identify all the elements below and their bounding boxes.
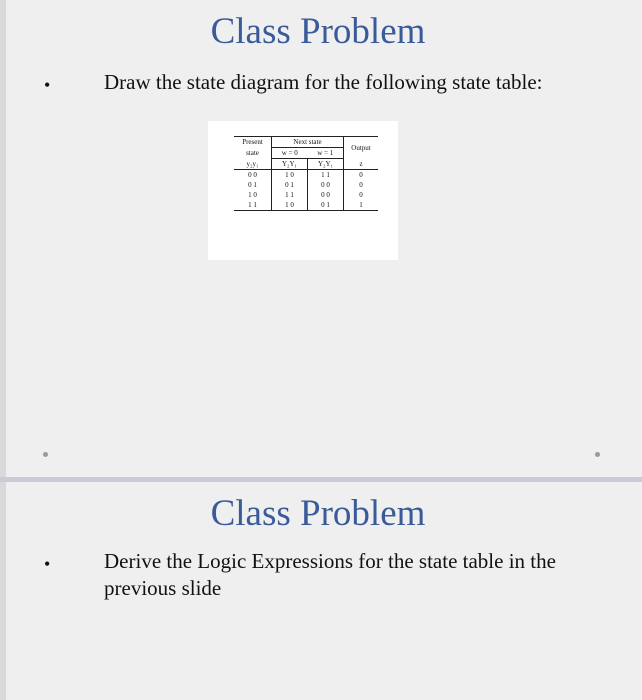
- next-w1-cell: 1 1: [321, 171, 330, 179]
- nav-dot-right: [595, 452, 600, 457]
- slide-2: [0, 482, 642, 700]
- present-state-vars: y₂y₁: [234, 159, 272, 170]
- output-cell: 0: [344, 180, 379, 190]
- slide-body-text-line-1: Derive the Logic Expressions for the state table in the: [104, 549, 556, 573]
- next-w1-cell: 0 0: [321, 191, 330, 199]
- table-row: [234, 190, 378, 200]
- bullet-marker: •: [44, 554, 51, 574]
- output-cell: 1: [344, 200, 379, 211]
- next-state-header: Next state: [272, 137, 344, 148]
- next-w0-cell: 1 1: [272, 190, 308, 200]
- table-row: [234, 180, 378, 190]
- present-cell: 1 0: [234, 190, 272, 200]
- slide-body-text: Draw the state diagram for the following state table:: [104, 70, 543, 94]
- output-header: Output: [344, 137, 379, 159]
- nav-dot-left: [43, 452, 48, 457]
- output-var: z: [344, 159, 379, 170]
- table-row: [234, 170, 378, 181]
- w1-vars: Y₂Y₁: [308, 159, 344, 170]
- next-w1-cell: 0 0: [321, 181, 330, 189]
- slide-title: Class Problem: [210, 11, 426, 52]
- output-cell: 0: [344, 170, 379, 181]
- present-state-header-2: state: [234, 148, 272, 159]
- slide-body-text-line-2: previous slide: [104, 576, 222, 600]
- present-cell: 0 0: [234, 170, 272, 181]
- state-table: [234, 136, 378, 211]
- w0-vars: Y₂Y₁: [272, 159, 308, 170]
- present-cell: 1 1: [234, 200, 272, 211]
- w1-header: w = 1: [308, 148, 344, 159]
- slide-edge: [0, 0, 6, 478]
- state-table-image: [208, 121, 398, 260]
- present-cell: 0 1: [234, 180, 272, 190]
- next-w0-cell: 0 1: [272, 180, 308, 190]
- next-w1-cell: 0 1: [308, 200, 344, 211]
- next-w0-cell: 1 0: [272, 170, 308, 181]
- slide-title: Class Problem: [210, 493, 426, 534]
- table-row: [234, 200, 378, 211]
- output-cell: 0: [344, 190, 379, 200]
- w0-header: w = 0: [272, 148, 308, 159]
- present-state-header: Present: [234, 137, 272, 148]
- next-w0-cell: 1 0: [272, 200, 308, 211]
- bullet-marker: •: [44, 75, 51, 95]
